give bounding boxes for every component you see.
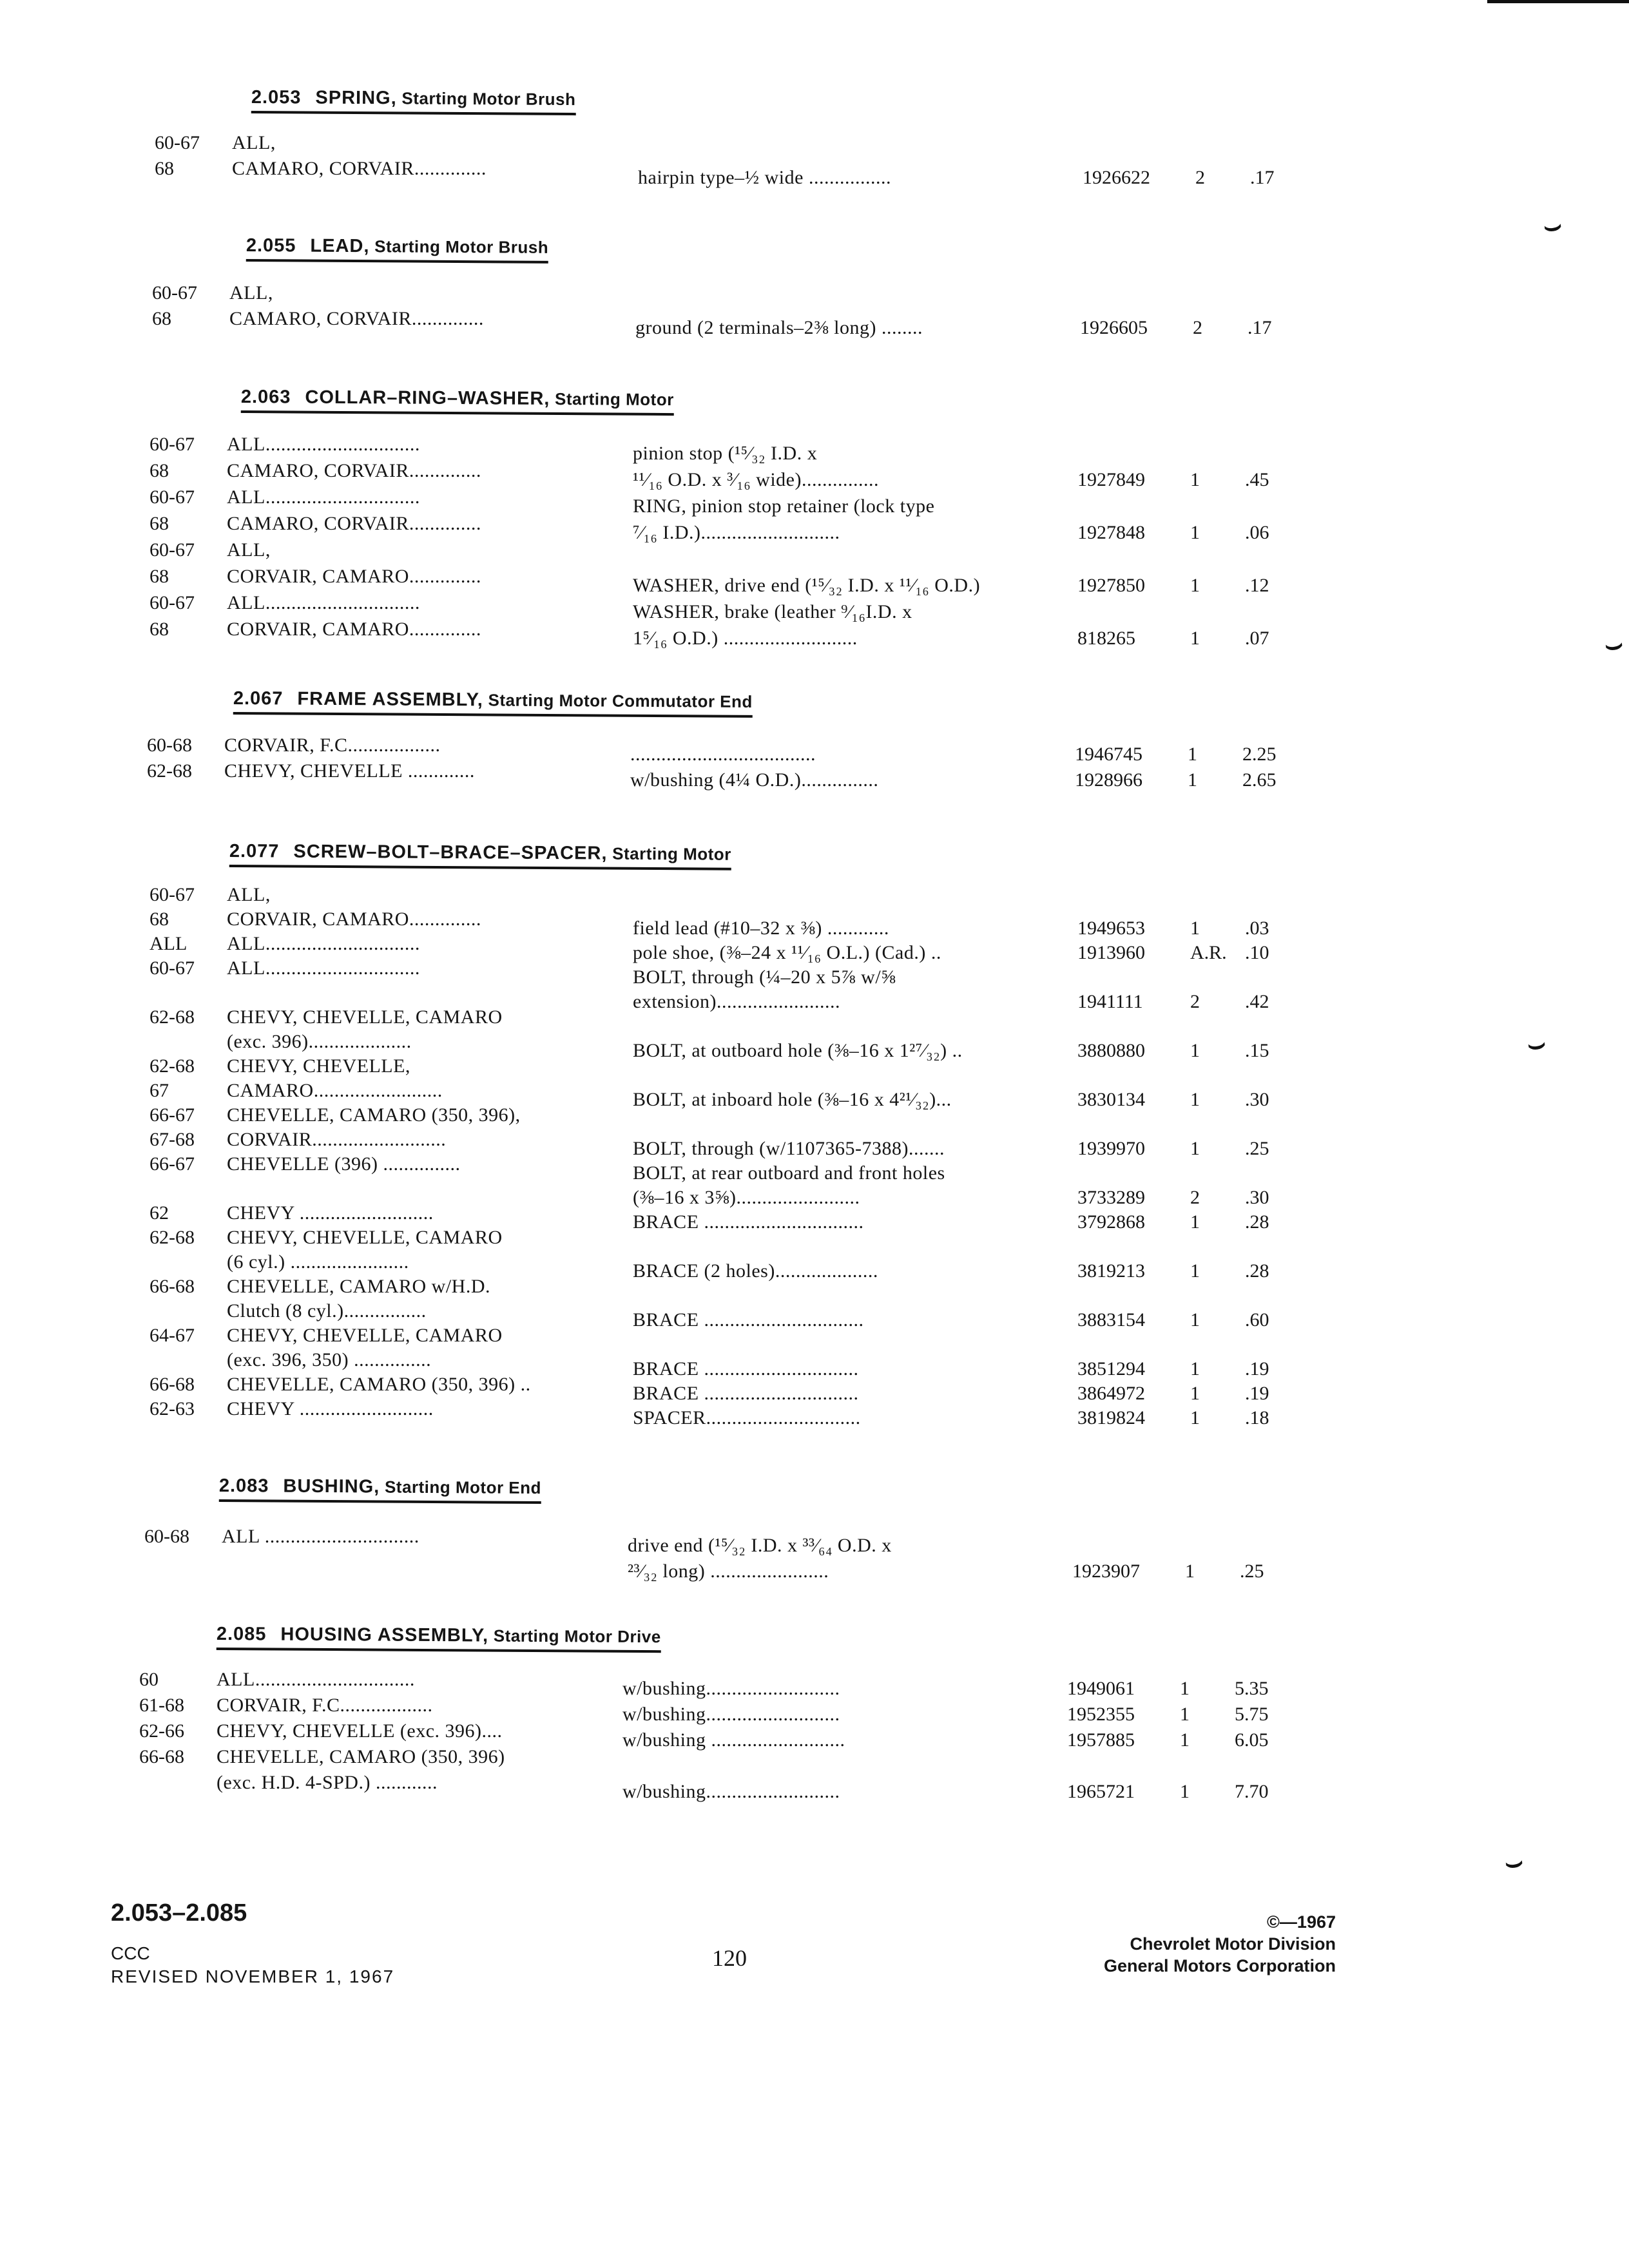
row-year: 68 — [149, 908, 169, 930]
row-year: 67-68 — [149, 1129, 195, 1150]
row-price: .12 — [1245, 575, 1269, 596]
row-desc: w/bushing.......................... — [622, 1781, 840, 1802]
catalog-code: CCC — [111, 1943, 150, 1963]
row-part: 3880880 — [1077, 1040, 1145, 1061]
row-price: .28 — [1245, 1260, 1269, 1282]
row-year: 60-67 — [155, 132, 200, 153]
section-subtitle: Starting Motor Brush — [369, 236, 549, 257]
row-model: CHEVY .......................... — [227, 1398, 434, 1419]
row-desc: pinion stop (¹⁵⁄₃₂ I.D. x — [633, 443, 818, 464]
copyright: ©—1967 — [1267, 1912, 1336, 1932]
row-price: 7.70 — [1235, 1781, 1269, 1802]
row-model: ALL.............................. — [227, 434, 420, 455]
section-subtitle: Starting Motor End — [380, 1477, 542, 1498]
row-part: 1952355 — [1067, 1704, 1135, 1725]
section-subtitle: Starting Motor — [607, 843, 731, 864]
row-price: .19 — [1245, 1358, 1269, 1379]
row-year: 60 — [139, 1669, 159, 1690]
row-year: 68 — [149, 566, 169, 587]
row-part: 1927850 — [1077, 575, 1145, 596]
row-model: CORVAIR, CAMARO.............. — [227, 908, 481, 930]
row-qty: 1 — [1180, 1678, 1190, 1699]
row-year: 66-67 — [149, 1153, 195, 1175]
row-desc: ground (2 terminals–2⅜ long) ........ — [635, 317, 923, 338]
row-model: CHEVY .......................... — [227, 1202, 434, 1224]
section-title: FRAME ASSEMBLY, — [297, 688, 483, 711]
section-title: HOUSING ASSEMBLY, — [280, 1624, 489, 1646]
row-part: 3733289 — [1077, 1187, 1145, 1208]
row-model: Clutch (8 cyl.)................ — [227, 1300, 427, 1321]
section-number: 2.055 — [246, 235, 296, 256]
row-year: 68 — [152, 308, 171, 329]
row-year: 62-68 — [147, 760, 192, 782]
row-model: ALL.............................. — [227, 957, 420, 979]
row-year: 66-68 — [149, 1276, 195, 1297]
row-desc: extension)........................ — [633, 991, 840, 1012]
row-model: CHEVELLE, CAMARO (350, 396), — [227, 1104, 521, 1126]
row-desc: w/bushing.......................... — [622, 1704, 840, 1725]
row-qty: 2 — [1190, 1187, 1200, 1208]
row-desc: .................................... — [630, 744, 816, 765]
row-model: ALL, — [227, 539, 271, 561]
row-year: 62-68 — [149, 1055, 195, 1077]
row-part: 3792868 — [1077, 1211, 1145, 1233]
section-heading — [229, 841, 731, 870]
row-model: ALL.............................. — [227, 933, 420, 954]
row-year: 68 — [149, 619, 169, 640]
row-model: CHEVY, CHEVELLE, CAMARO — [227, 1227, 503, 1248]
row-model: CHEVY, CHEVELLE (exc. 396).... — [217, 1720, 503, 1742]
row-price: 2.65 — [1242, 769, 1277, 791]
row-year: 60-67 — [149, 884, 195, 905]
row-price: .19 — [1245, 1383, 1269, 1404]
row-model: CORVAIR.......................... — [227, 1129, 447, 1150]
row-model: CHEVELLE, CAMARO (350, 396) — [217, 1746, 505, 1767]
row-price: .10 — [1245, 942, 1269, 963]
margin-tick-mark: ⌣ — [1541, 208, 1565, 244]
row-price: .28 — [1245, 1211, 1269, 1233]
row-part: 3819824 — [1077, 1407, 1145, 1428]
row-part: 1939970 — [1077, 1138, 1145, 1159]
row-model: (exc. H.D. 4-SPD.) ............ — [217, 1772, 438, 1793]
row-part: 1913960 — [1077, 942, 1145, 963]
row-price: 2.25 — [1242, 744, 1277, 765]
row-price: .03 — [1245, 918, 1269, 939]
section-number: 2.063 — [240, 387, 291, 408]
row-price: .07 — [1245, 628, 1269, 649]
row-year: 68 — [149, 513, 169, 534]
row-model: ALL............................... — [217, 1669, 415, 1690]
row-qty: 1 — [1190, 1040, 1200, 1061]
row-price: 6.05 — [1235, 1729, 1269, 1751]
row-model: CAMARO, CORVAIR.............. — [232, 158, 487, 179]
row-part: 1926605 — [1080, 317, 1148, 338]
row-model: (exc. 396).................... — [227, 1031, 412, 1052]
section-heading — [219, 1475, 541, 1504]
row-desc: BRACE .............................. — [633, 1383, 859, 1404]
row-desc: w/bushing (4¼ O.D.)............... — [630, 769, 879, 791]
row-model: CORVAIR, CAMARO.............. — [227, 619, 481, 640]
row-price: .42 — [1245, 991, 1269, 1012]
row-qty: 1 — [1188, 769, 1197, 791]
section-heading — [233, 688, 753, 718]
section-subtitle: Starting Motor Drive — [488, 1626, 661, 1647]
row-qty: 1 — [1190, 1138, 1200, 1159]
top-rule — [1487, 0, 1629, 3]
row-model: ALL, — [232, 132, 276, 153]
row-price: .25 — [1240, 1561, 1264, 1582]
row-price: .06 — [1245, 522, 1269, 543]
row-year: 62-68 — [149, 1006, 195, 1028]
row-desc: BOLT, through (¼–20 x 5⅞ w/⅝ — [633, 966, 896, 988]
row-model: CAMARO, CORVAIR.............. — [227, 513, 481, 534]
section-heading — [217, 1624, 661, 1653]
margin-tick-mark: ⌣ — [1525, 1026, 1548, 1062]
row-price: .18 — [1245, 1407, 1269, 1428]
row-year: 60-67 — [149, 957, 195, 979]
row-part: 1927848 — [1077, 522, 1145, 543]
row-year: 60-67 — [149, 486, 195, 508]
row-desc: drive end (¹⁵⁄₃₂ I.D. x ³³⁄₆₄ O.D. x — [628, 1535, 892, 1556]
margin-tick-mark: ⌣ — [1602, 627, 1626, 662]
row-price: .60 — [1245, 1309, 1269, 1331]
page-range: 2.053–2.085 — [111, 1899, 247, 1927]
row-model: CHEVY, CHEVELLE, CAMARO — [227, 1006, 503, 1028]
row-qty: 2 — [1195, 167, 1205, 188]
row-qty: 1 — [1180, 1729, 1190, 1751]
row-year: 60-67 — [149, 539, 195, 561]
section-title: SPRING, — [315, 87, 397, 109]
section-number: 2.053 — [251, 87, 302, 108]
row-part: 3864972 — [1077, 1383, 1145, 1404]
row-part: 3851294 — [1077, 1358, 1145, 1379]
row-desc: ²³⁄₃₂ long) ....................... — [628, 1561, 829, 1582]
row-year: 61-68 — [139, 1695, 184, 1716]
row-part: 1949061 — [1067, 1678, 1135, 1699]
division-name: Chevrolet Motor Division — [1130, 1934, 1336, 1954]
row-price: 5.35 — [1235, 1678, 1269, 1699]
section-subtitle: Starting Motor — [550, 389, 674, 410]
row-qty: 1 — [1190, 1260, 1200, 1282]
row-desc: BRACE ............................... — [633, 1309, 864, 1331]
row-model: ALL .............................. — [222, 1526, 419, 1547]
row-price: .45 — [1245, 469, 1269, 490]
row-desc: BRACE ............................... — [633, 1211, 864, 1233]
row-part: 1928966 — [1075, 769, 1142, 791]
row-price: .15 — [1245, 1040, 1269, 1061]
row-model: CORVAIR, F.C.................. — [217, 1695, 433, 1716]
row-part: 3830134 — [1077, 1089, 1145, 1110]
row-qty: 1 — [1190, 1309, 1200, 1331]
row-year: 68 — [155, 158, 174, 179]
row-desc: hairpin type–½ wide ................ — [638, 167, 891, 188]
row-model: ALL.............................. — [227, 592, 420, 613]
row-model: CHEVY, CHEVELLE ............. — [224, 760, 475, 782]
row-model: CAMARO......................... — [227, 1080, 443, 1101]
row-year: ALL — [149, 933, 188, 954]
row-year: 62-63 — [149, 1398, 195, 1419]
row-model: CORVAIR, F.C.................. — [224, 735, 441, 756]
row-model: (6 cyl.) ....................... — [227, 1251, 409, 1273]
row-year: 66-68 — [139, 1746, 184, 1767]
row-part: 3819213 — [1077, 1260, 1145, 1282]
row-qty: 1 — [1180, 1781, 1190, 1802]
row-year: 66-67 — [149, 1104, 195, 1126]
row-part: 1965721 — [1067, 1781, 1135, 1802]
row-price: .17 — [1248, 317, 1272, 338]
section-title: COLLAR–RING–WASHER, — [305, 387, 550, 409]
corporation-name: General Motors Corporation — [1103, 1956, 1336, 1975]
row-part: 1949653 — [1077, 918, 1145, 939]
row-qty: 1 — [1180, 1704, 1190, 1725]
row-model: CAMARO, CORVAIR.............. — [229, 308, 484, 329]
section-number: 2.083 — [218, 1475, 269, 1497]
row-desc: ⁷⁄₁₆ I.D.)........................... — [633, 522, 840, 543]
row-desc: BOLT, at rear outboard and front holes — [633, 1162, 945, 1184]
row-desc: w/bushing .......................... — [622, 1729, 845, 1751]
row-year: 60-68 — [147, 735, 192, 756]
section-number: 2.085 — [216, 1624, 267, 1645]
revision-date: REVISED NOVEMBER 1, 1967 — [111, 1966, 395, 1986]
row-qty: 1 — [1190, 469, 1200, 490]
row-part: 1926622 — [1083, 167, 1150, 188]
row-part: 818265 — [1077, 628, 1135, 649]
row-desc: BOLT, at inboard hole (⅜–16 x 4²¹⁄₃₂)... — [633, 1089, 952, 1110]
row-desc: w/bushing.......................... — [622, 1678, 840, 1699]
row-year: 66-68 — [149, 1374, 195, 1395]
row-desc: field lead (#10–32 x ⅜) ............ — [633, 918, 889, 939]
row-part: 1946745 — [1075, 744, 1142, 765]
row-desc: SPACER.............................. — [633, 1407, 861, 1428]
row-year: 62 — [149, 1202, 169, 1224]
row-part: 1927849 — [1077, 469, 1145, 490]
row-model: CHEVELLE (396) ............... — [227, 1153, 461, 1175]
section-heading — [251, 87, 576, 115]
row-model: ALL, — [227, 884, 271, 905]
section-number: 2.067 — [233, 688, 284, 709]
row-desc: BOLT, at outboard hole (⅜–16 x 1²⁷⁄₃₂) .. — [633, 1040, 963, 1061]
row-model: ALL.............................. — [227, 486, 420, 508]
section-title: LEAD, — [310, 235, 370, 257]
row-qty: 2 — [1193, 317, 1202, 338]
row-model: (exc. 396, 350) ............... — [227, 1349, 432, 1370]
row-price: .30 — [1245, 1089, 1269, 1110]
section-title: BUSHING, — [283, 1475, 380, 1497]
row-desc: WASHER, drive end (¹⁵⁄₃₂ I.D. x ¹¹⁄₁₆ O.D.) — [633, 575, 981, 596]
row-price: 5.75 — [1235, 1704, 1269, 1725]
row-year: 64-67 — [149, 1325, 195, 1346]
row-year: 60-68 — [144, 1526, 189, 1547]
row-desc: 1⁵⁄₁₆ O.D.) .......................... — [633, 628, 858, 649]
row-desc: BRACE (2 holes).................... — [633, 1260, 878, 1282]
row-desc: ¹¹⁄₁₆ O.D. x ³⁄₁₆ wide)............... — [633, 469, 879, 490]
row-qty: 1 — [1190, 522, 1200, 543]
row-desc: RING, pinion stop retainer (lock type — [633, 495, 935, 517]
row-model: CHEVY, CHEVELLE, — [227, 1055, 410, 1077]
row-model: CAMARO, CORVAIR.............. — [227, 460, 481, 481]
row-qty: 1 — [1188, 744, 1197, 765]
row-year: 67 — [149, 1080, 169, 1101]
row-model: CHEVELLE, CAMARO w/H.D. — [227, 1276, 490, 1297]
section-heading — [241, 387, 674, 416]
row-year: 62-68 — [149, 1227, 195, 1248]
row-qty: 2 — [1190, 991, 1200, 1012]
row-qty: 1 — [1190, 1089, 1200, 1110]
row-desc: BRACE .............................. — [633, 1358, 859, 1379]
row-model: CHEVY, CHEVELLE, CAMARO — [227, 1325, 503, 1346]
row-part: 1923907 — [1072, 1561, 1140, 1582]
row-model: CHEVELLE, CAMARO (350, 396) .. — [227, 1374, 531, 1395]
row-part: 1941111 — [1077, 991, 1143, 1012]
section-subtitle: Starting Motor Brush — [396, 88, 576, 110]
section-number: 2.077 — [229, 841, 280, 862]
page-number: 120 — [712, 1945, 747, 1971]
row-model: CORVAIR, CAMARO.............. — [227, 566, 481, 587]
row-desc: (⅜–16 x 3⅝)........................ — [633, 1187, 860, 1208]
section-subtitle: Starting Motor Commutator End — [483, 690, 753, 711]
row-qty: 1 — [1185, 1561, 1195, 1582]
section-title: SCREW–BOLT–BRACE–SPACER, — [293, 841, 608, 864]
row-price: .25 — [1245, 1138, 1269, 1159]
row-qty: 1 — [1190, 1407, 1200, 1428]
row-desc: pole shoe, (⅜–24 x ¹¹⁄₁₆ O.L.) (Cad.) .. — [633, 942, 941, 963]
row-qty: 1 — [1190, 628, 1200, 649]
row-year: 60-67 — [149, 434, 195, 455]
row-qty: 1 — [1190, 1358, 1200, 1379]
row-part: 3883154 — [1077, 1309, 1145, 1331]
row-desc: WASHER, brake (leather ⁹⁄₁₆I.D. x — [633, 601, 912, 622]
row-qty: 1 — [1190, 918, 1200, 939]
row-price: .30 — [1245, 1187, 1269, 1208]
row-part: 1957885 — [1067, 1729, 1135, 1751]
row-qty: 1 — [1190, 1383, 1200, 1404]
row-year: 60-67 — [149, 592, 195, 613]
margin-tick-mark: ⌣ — [1502, 1845, 1526, 1880]
row-model: ALL, — [229, 282, 273, 303]
row-qty: 1 — [1190, 575, 1200, 596]
row-year: 68 — [149, 460, 169, 481]
section-heading — [246, 235, 549, 264]
row-year: 62-66 — [139, 1720, 184, 1742]
row-qty: A.R. — [1190, 942, 1227, 963]
row-year: 60-67 — [152, 282, 197, 303]
row-qty: 1 — [1190, 1211, 1200, 1233]
row-desc: BOLT, through (w/1107365-7388)....... — [633, 1138, 945, 1159]
row-price: .17 — [1250, 167, 1275, 188]
